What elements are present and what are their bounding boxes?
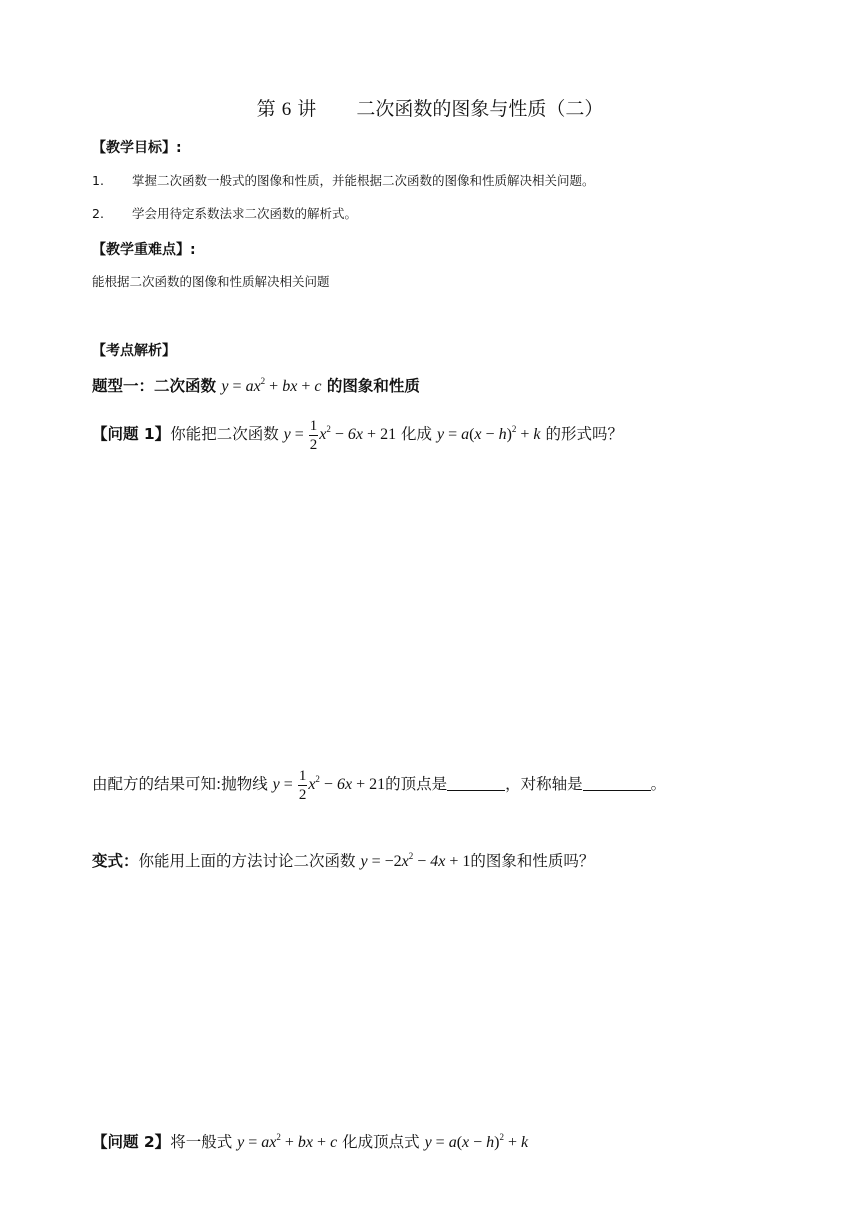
result-lead: 由配方的结果可知:抛物线 — [92, 775, 268, 793]
question1-target: $y = a(x - h)^2 + k$ — [436, 424, 541, 443]
question1-formula: y = $\frac{1}{2}$ $x^2 - 6x + 21$ — [283, 417, 397, 453]
objective-text: 掌握二次函数一般式的图像和性质，并能根据二次函数的图像和性质解决相关问题。 — [132, 173, 595, 188]
question2-lead: 将一般式 — [170, 1133, 233, 1151]
page-title — [0, 94, 860, 121]
question1-tail: 的形式吗？ — [545, 425, 623, 443]
variant-label: 变式： — [92, 852, 139, 870]
result-line — [92, 764, 666, 804]
title-suffix: 讲 — [297, 98, 317, 120]
objective-text: 学会用待定系数法求二次函数的解析式。 — [132, 206, 358, 221]
result-axis-text: ，对称轴是 — [505, 775, 583, 793]
variant-lead: 你能用上面的方法讨论二次函数 — [138, 852, 356, 870]
objective-number: 2. — [92, 206, 104, 221]
type1-tail: 的图象和性质 — [326, 377, 420, 395]
objective-item-2 — [92, 204, 357, 222]
variant-formula: $y = -2x^2 - 4x + 1$ — [360, 851, 471, 870]
vertex-blank[interactable] — [447, 774, 505, 791]
axis-blank[interactable] — [583, 774, 651, 791]
type1-line — [92, 374, 420, 396]
question1-lead: 你能把二次函数 — [170, 425, 279, 443]
objective-item-1 — [92, 171, 595, 189]
question2-mid: 化成顶点式 — [342, 1133, 420, 1151]
question2-formula1: $y = ax^2$ + bx + c — [237, 1132, 338, 1151]
question2-label: 【问题 2】 — [92, 1133, 171, 1151]
objective-number: 1. — [92, 173, 104, 188]
title-name: 二次函数的图象与性质（二） — [356, 98, 604, 120]
lecture-number: 6 — [281, 99, 292, 120]
type1-formula: $y = ax^2$ + bx + c — [221, 376, 322, 395]
variant-tail: 的图象和性质吗？ — [470, 852, 595, 870]
result-vertex-text: 的顶点是 — [385, 775, 448, 793]
result-formula: y = $\frac{1}{2}$ $x^2 - 6x + 21$ — [272, 767, 386, 803]
result-end: 。 — [650, 775, 667, 793]
title-prefix: 第 — [256, 98, 276, 120]
objectives-heading: 【教学目标】: — [92, 140, 182, 156]
key-points-text: 能根据二次函数的图像和性质解决相关问题 — [92, 274, 330, 289]
key-points-heading: 【教学重难点】: — [92, 242, 196, 258]
variant-line — [92, 849, 594, 871]
type1-label: 题型一：二次函数 — [92, 377, 217, 395]
question2-formula2: $y = a(x - h)^2 + k$ — [424, 1132, 529, 1151]
analysis-heading: 【考点解析】 — [92, 343, 176, 359]
question1-label: 【问题 1】 — [92, 425, 171, 443]
question2-line — [92, 1130, 528, 1152]
question1-line — [92, 414, 623, 454]
question1-mid: 化成 — [401, 425, 433, 443]
